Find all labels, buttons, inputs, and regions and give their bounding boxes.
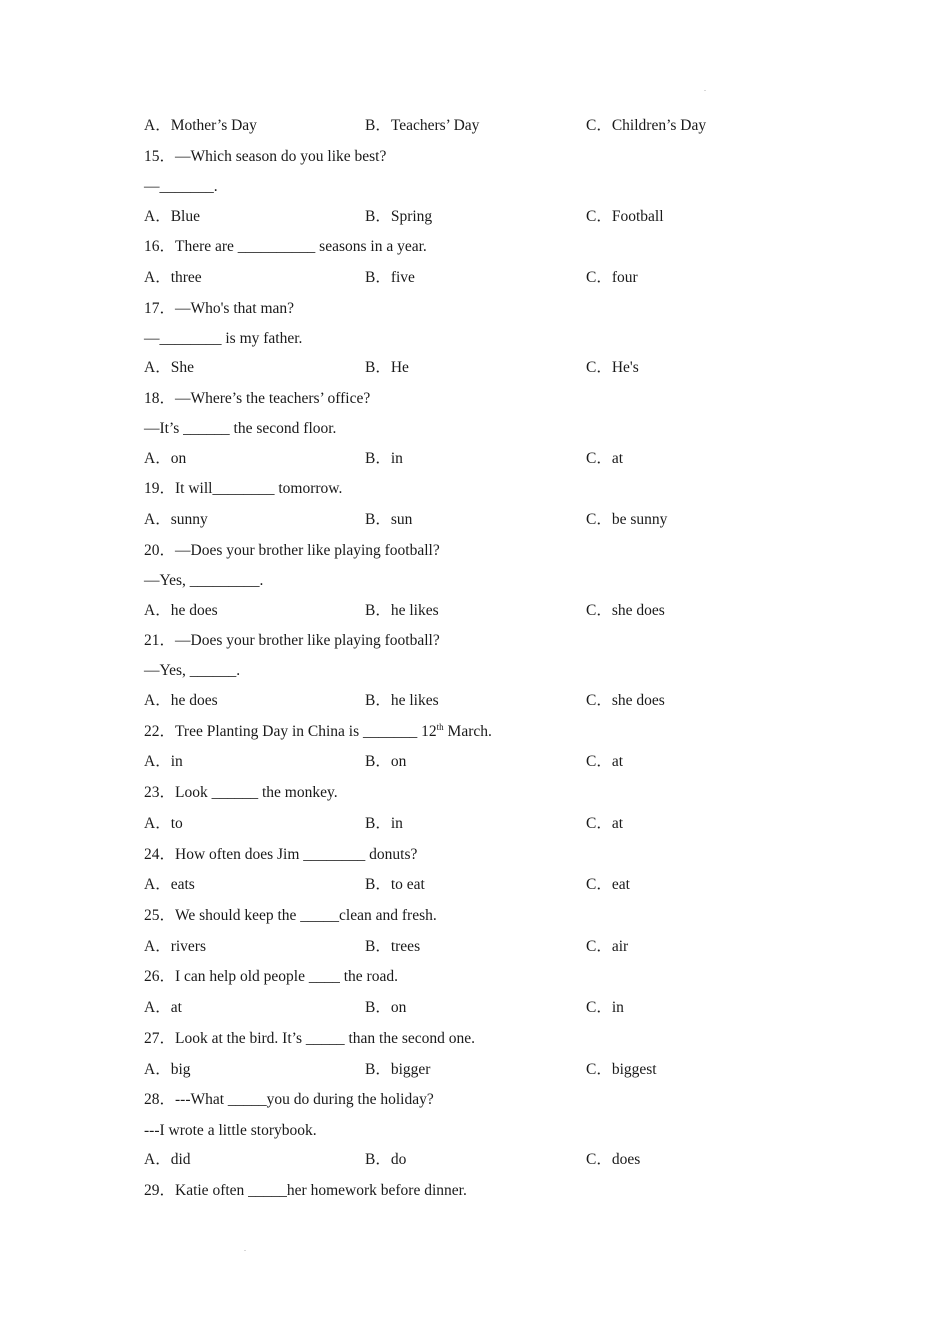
q17-option-b: B．He bbox=[365, 359, 409, 376]
q19-options bbox=[144, 510, 844, 530]
q24-options bbox=[144, 875, 844, 895]
q21-options bbox=[144, 691, 844, 711]
q23-options bbox=[144, 814, 844, 834]
q18-stem: 18．—Where’s the teachers’ office? bbox=[144, 390, 371, 407]
q25-option-b: B．trees bbox=[365, 938, 421, 955]
q24-stem: 24．How often does Jim ________ donuts? bbox=[144, 846, 418, 863]
q23-option-a: A．to bbox=[144, 815, 183, 832]
q20-stem: 20．—Does your brother like playing football? bbox=[144, 542, 440, 559]
q27-option-c: C．biggest bbox=[586, 1061, 657, 1078]
q25-option-c: C．air bbox=[586, 938, 629, 955]
q26-option-a: A．at bbox=[144, 999, 182, 1016]
q27-option-a: A．big bbox=[144, 1061, 191, 1078]
q16-option-a: A．three bbox=[144, 269, 202, 286]
q26-options bbox=[144, 998, 844, 1018]
q26-option-c: C．in bbox=[586, 999, 624, 1016]
q28-option-b: B．do bbox=[365, 1151, 407, 1168]
q27-stem: 27．Look at the bird. It’s _____ than the second one. bbox=[144, 1030, 476, 1047]
q24-option-b: B．to eat bbox=[365, 876, 425, 893]
q15-reply: —_______. bbox=[144, 178, 218, 195]
scan-mark-bottom: . bbox=[244, 1244, 246, 1253]
q20-options bbox=[144, 601, 844, 621]
q19-option-a: A．sunny bbox=[144, 511, 208, 528]
q16-option-b: B．five bbox=[365, 269, 415, 286]
q17-stem: 17．—Who's that man? bbox=[144, 300, 295, 317]
q22-option-b: B．on bbox=[365, 753, 407, 770]
scan-mark-top: . bbox=[704, 84, 706, 93]
q28-reply: ---I wrote a little storybook. bbox=[144, 1122, 317, 1139]
q28-stem: 28．---What _____you do during the holiday? bbox=[144, 1091, 434, 1108]
q17-option-a: A．She bbox=[144, 359, 194, 376]
q22-option-a: A．in bbox=[144, 753, 183, 770]
q26-stem: 26．I can help old people ____ the road. bbox=[144, 968, 398, 985]
q14-option-b: B．Teachers’ Day bbox=[365, 117, 480, 134]
q22-option-c: C．at bbox=[586, 753, 624, 770]
q16-stem: 16．There are __________ seasons in a year. bbox=[144, 238, 427, 255]
q28-options bbox=[144, 1150, 844, 1170]
q18-option-c: C．at bbox=[586, 450, 624, 467]
q26-option-b: B．on bbox=[365, 999, 407, 1016]
q19-stem: 19．It will________ tomorrow. bbox=[144, 480, 343, 497]
q27-option-b: B．bigger bbox=[365, 1061, 431, 1078]
q22-stem-end: March. bbox=[443, 723, 492, 740]
q14-option-a: A．Mother’s Day bbox=[144, 117, 257, 134]
q22-ordinal-suffix: th bbox=[436, 722, 444, 732]
q16-option-c: C．four bbox=[586, 269, 638, 286]
q25-option-a: A．rivers bbox=[144, 938, 206, 955]
q17-reply: —________ is my father. bbox=[144, 330, 303, 347]
q20-option-b: B．he likes bbox=[365, 602, 439, 619]
q18-options bbox=[144, 449, 844, 469]
q18-option-a: A．on bbox=[144, 450, 187, 467]
q21-stem: 21．—Does your brother like playing football? bbox=[144, 632, 440, 649]
q21-option-c: C．she does bbox=[586, 692, 665, 709]
q19-option-c: C．be sunny bbox=[586, 511, 668, 528]
q22-options bbox=[144, 752, 844, 772]
q22-stem bbox=[144, 722, 492, 742]
q20-option-c: C．she does bbox=[586, 602, 665, 619]
q15-option-a: A．Blue bbox=[144, 208, 200, 225]
q20-option-a: A．he does bbox=[144, 602, 218, 619]
q18-reply: —It’s ______ the second floor. bbox=[144, 420, 337, 437]
q20-reply: —Yes, _________. bbox=[144, 572, 264, 589]
q28-option-c: C．does bbox=[586, 1151, 641, 1168]
q28-option-a: A．did bbox=[144, 1151, 191, 1168]
q25-options bbox=[144, 937, 844, 957]
q15-options bbox=[144, 207, 844, 227]
q29-stem: 29．Katie often _____her homework before dinner. bbox=[144, 1182, 467, 1199]
q14-option-c: C．Children’s Day bbox=[586, 117, 707, 134]
q23-option-b: B．in bbox=[365, 815, 403, 832]
q14-options bbox=[144, 116, 844, 136]
q18-option-b: B．in bbox=[365, 450, 403, 467]
q16-options bbox=[144, 268, 844, 288]
q21-option-a: A．he does bbox=[144, 692, 218, 709]
q22-stem-text: 22．Tree Planting Day in China is _______ 12 bbox=[144, 723, 437, 740]
q21-reply: —Yes, ______. bbox=[144, 662, 241, 679]
q17-options bbox=[144, 358, 844, 378]
q24-option-a: A．eats bbox=[144, 876, 195, 893]
q27-options bbox=[144, 1060, 844, 1080]
q15-option-c: C．Football bbox=[586, 208, 664, 225]
q25-stem: 25．We should keep the _____clean and fresh. bbox=[144, 907, 437, 924]
q19-option-b: B．sun bbox=[365, 511, 413, 528]
q23-option-c: C．at bbox=[586, 815, 624, 832]
q24-option-c: C．eat bbox=[586, 876, 630, 893]
q17-option-c: C．He's bbox=[586, 359, 639, 376]
q15-option-b: B．Spring bbox=[365, 208, 433, 225]
q21-option-b: B．he likes bbox=[365, 692, 439, 709]
q23-stem: 23．Look ______ the monkey. bbox=[144, 784, 338, 801]
q15-stem: 15．—Which season do you like best? bbox=[144, 148, 387, 165]
